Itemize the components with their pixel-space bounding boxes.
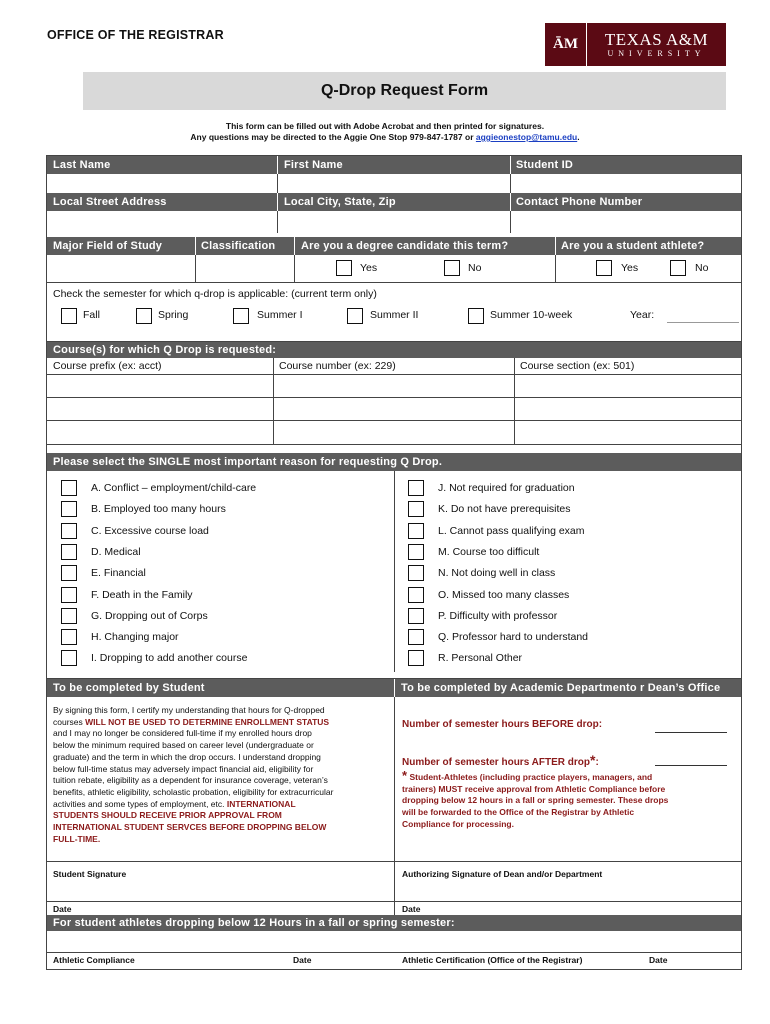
- header-divider: [555, 237, 556, 255]
- logo-university-word: UNIVERSITY: [607, 48, 706, 58]
- athlete-yes-label: Yes: [621, 262, 639, 274]
- name-header-row: [47, 156, 741, 174]
- row-divider: [47, 901, 741, 902]
- summer-ii-label: Summer II: [370, 309, 419, 321]
- reason-checkbox[interactable]: [61, 608, 77, 624]
- cert-line: below the minimum required based on career level (undergraduate or: [53, 740, 314, 751]
- reason-label: Q. Professor hard to understand: [438, 631, 588, 644]
- course-prefix-label: Course prefix (ex: acct): [53, 360, 162, 372]
- last-name-field[interactable]: [47, 174, 277, 193]
- reason-checkbox[interactable]: [408, 501, 424, 517]
- student-signature-field[interactable]: [47, 881, 394, 901]
- athletic-compliance-label: Athletic Compliance: [53, 955, 135, 965]
- atm-logo-mark: ĀM: [545, 23, 587, 66]
- row-divider: [47, 861, 741, 862]
- course-1-number-field[interactable]: [274, 375, 514, 397]
- athletic-compliance-signature-field[interactable]: [47, 932, 287, 952]
- reason-label: M. Course too difficult: [438, 545, 540, 558]
- major-field[interactable]: [47, 255, 195, 281]
- athlete-note-line: [402, 770, 738, 784]
- athlete-note-line: Compliance for processing.: [402, 818, 514, 829]
- cert-text: courses: [53, 716, 86, 727]
- student-signature-label: Student Signature: [53, 869, 127, 879]
- cert-line: graduate) and the term in which the drop occurs. I understand dropping: [53, 751, 321, 762]
- reason-checkbox[interactable]: [61, 523, 77, 539]
- reason-checkbox[interactable]: [408, 480, 424, 496]
- degree-candidate-no-checkbox[interactable]: [444, 260, 460, 276]
- spring-label: Spring: [158, 309, 189, 321]
- reason-checkbox[interactable]: [408, 650, 424, 666]
- reason-label: F. Death in the Family: [91, 588, 193, 601]
- course-1-section-field[interactable]: [515, 375, 741, 397]
- dean-date-label: Date: [402, 904, 421, 914]
- athlete-no-checkbox[interactable]: [670, 260, 686, 276]
- course-3-section-field[interactable]: [515, 421, 741, 444]
- reason-checkbox[interactable]: [408, 565, 424, 581]
- cert-line: and I may no longer be considered full-time if my enrolled hours drop: [53, 728, 312, 739]
- international-warning: STUDENTS SHOULD RECEIVE PRIOR APPROVAL FROM: [53, 810, 282, 821]
- reason-label: B. Employed too many hours: [91, 503, 226, 516]
- header-divider: [277, 156, 278, 174]
- reason-label: O. Missed too many classes: [438, 588, 570, 601]
- reason-label: H. Changing major: [91, 631, 179, 644]
- semester-prompt: Check the semester for which q-drop is applicable: (current term only): [53, 288, 377, 300]
- reason-label: A. Conflict – employment/child-care: [91, 482, 257, 494]
- reason-label: R. Personal Other: [438, 652, 523, 665]
- header-divider: [294, 237, 295, 255]
- hours-after-text: Number of semester hours AFTER drop: [402, 757, 590, 768]
- street-label: Local Street Address: [53, 196, 167, 208]
- course-2-prefix-field[interactable]: [47, 398, 273, 420]
- row-divider: [47, 952, 741, 953]
- first-name-label: First Name: [284, 159, 343, 171]
- certification-date-field[interactable]: [644, 932, 741, 952]
- hours-before-label: Number of semester hours BEFORE drop:: [402, 719, 603, 730]
- reason-checkbox[interactable]: [61, 501, 77, 517]
- note-text: Student-Athletes (including practice players, managers, and: [409, 772, 653, 782]
- reason-checkbox[interactable]: [408, 629, 424, 645]
- reason-label: E. Financial: [91, 567, 146, 580]
- header-divider: [510, 156, 511, 174]
- field-divider: [277, 174, 278, 193]
- compliance-date-label: Date: [293, 955, 312, 965]
- reason-checkbox[interactable]: [408, 523, 424, 539]
- phone-field[interactable]: [511, 211, 741, 233]
- course-2-section-field[interactable]: [515, 398, 741, 420]
- office-title: OFFICE OF THE REGISTRAR: [47, 28, 224, 42]
- reason-checkbox[interactable]: [61, 629, 77, 645]
- tamu-logo: [545, 23, 726, 66]
- phone-label: Contact Phone Number: [516, 196, 643, 208]
- logo-university-name: TEXAS A&M: [604, 29, 709, 49]
- field-divider: [555, 255, 556, 282]
- course-section-label: Course section (ex: 501): [520, 360, 635, 372]
- dept-section-header: To be completed by Academic Departmento r Dean’s Office: [395, 679, 741, 697]
- reason-label: C. Excessive course load: [91, 524, 209, 537]
- fall-checkbox[interactable]: [61, 308, 77, 324]
- header-divider: [277, 193, 278, 211]
- athlete-note: [402, 770, 738, 831]
- student-certification-text: [53, 705, 391, 845]
- summer-i-checkbox[interactable]: [233, 308, 249, 324]
- form-title: Q-Drop Request Form: [83, 72, 726, 110]
- reason-label: I. Dropping to add another course: [91, 652, 248, 665]
- classification-field[interactable]: [196, 255, 294, 281]
- fall-label: Fall: [83, 309, 100, 321]
- field-divider: [195, 255, 196, 282]
- classification-label: Classification: [201, 240, 276, 252]
- student-section-header: To be completed by Student: [47, 679, 394, 697]
- intro-line-1: This form can be filled out with Adobe Acrobat and then printed for signatures.: [225, 121, 545, 131]
- enrollment-status-warning: WILL NOT BE USED TO DETERMINE ENROLLMENT STATUS: [85, 716, 330, 727]
- international-warning: INTERNATIONAL STUDENT SERVCES BEFORE DROPPING BELOW: [53, 822, 327, 833]
- q-drop-form: [46, 155, 742, 970]
- reason-checkbox[interactable]: [408, 544, 424, 560]
- reason-checkbox[interactable]: [408, 587, 424, 603]
- reason-checkbox[interactable]: [61, 587, 77, 603]
- cert-line: benefits, athletic eligibility, scholastic probation, eligibility for extracurricular: [53, 786, 334, 797]
- hours-after-label: [402, 752, 599, 768]
- intro-period: .: [577, 132, 580, 142]
- student-athlete-label: Are you a student athlete?: [561, 240, 705, 252]
- athlete-note-line: will be forwarded to the Office of the Registrar by Athletic: [402, 807, 635, 818]
- spring-checkbox[interactable]: [136, 308, 152, 324]
- row-divider: [47, 282, 741, 283]
- compliance-date-field[interactable]: [288, 932, 396, 952]
- student-date-label: Date: [53, 904, 72, 914]
- field-divider: [510, 174, 511, 193]
- field-divider: [294, 255, 295, 282]
- cert-text: activities and some types of employment, etc.: [53, 798, 227, 809]
- reason-label: N. Not doing well in class: [438, 567, 556, 580]
- city-field[interactable]: [278, 211, 510, 233]
- reason-checkbox[interactable]: [61, 650, 77, 666]
- reason-checkbox[interactable]: [61, 544, 77, 560]
- reason-checkbox[interactable]: [61, 565, 77, 581]
- aggie-one-stop-email-link[interactable]: aggieonestop@tamu.edu: [475, 132, 578, 142]
- last-name-label: Last Name: [53, 159, 111, 171]
- field-divider: [510, 211, 511, 233]
- course-2-number-field[interactable]: [274, 398, 514, 420]
- cert-line: below full-time status may adversely impact financial aid, eligibility for: [53, 763, 314, 774]
- asterisk: *: [590, 752, 596, 768]
- reason-label: K. Do not have prerequisites: [438, 503, 571, 516]
- reason-checkbox[interactable]: [61, 480, 77, 496]
- header-divider: [195, 237, 196, 255]
- cert-line: By signing this form, I certify my understanding that hours for Q-dropped: [53, 705, 325, 715]
- field-divider: [277, 211, 278, 233]
- course-row-divider: [47, 444, 741, 445]
- degree-candidate-yes-checkbox[interactable]: [336, 260, 352, 276]
- reasons-divider: [394, 471, 395, 672]
- dean-signature-field[interactable]: [395, 881, 741, 901]
- colon: :: [595, 757, 599, 768]
- athletes-header: For student athletes dropping below 12 Hours in a fall or spring semester:: [47, 915, 741, 931]
- intro-contact-text: Any questions may be directed to the Aggie One Stop 979-847-1787 or: [190, 132, 474, 142]
- course-3-prefix-field[interactable]: [47, 421, 273, 444]
- degree-candidate-yes-label: Yes: [360, 262, 378, 274]
- athlete-yes-checkbox[interactable]: [596, 260, 612, 276]
- city-label: Local City, State, Zip: [284, 196, 396, 208]
- courses-header: Course(s) for which Q Drop is requested:: [47, 342, 741, 358]
- asterisk: *: [402, 768, 408, 783]
- major-label: Major Field of Study: [53, 240, 163, 252]
- student-id-label: Student ID: [516, 159, 573, 171]
- athletic-certification-label: Athletic Certification (Office of the Registrar): [402, 955, 583, 965]
- reason-label: L. Cannot pass qualifying exam: [438, 524, 585, 537]
- first-name-field[interactable]: [278, 174, 510, 193]
- header-divider: [510, 193, 511, 211]
- cert-line: tuition rebate, eligibility as a dependent for insurance coverage, veteran’s: [53, 775, 328, 786]
- summer-10-week-label: Summer 10-week: [490, 309, 573, 321]
- intro-line-2: [0, 132, 770, 142]
- dean-signature-label: Authorizing Signature of Dean and/or Department: [402, 869, 603, 879]
- course-1-prefix-field[interactable]: [47, 375, 273, 397]
- cert-line: [53, 717, 391, 729]
- hours-before-input[interactable]: [655, 732, 727, 733]
- reason-label: J. Not required for graduation: [438, 482, 575, 494]
- year-label: Year:: [630, 309, 655, 321]
- address-header-row: [47, 193, 741, 211]
- summer-10-week-checkbox[interactable]: [468, 308, 484, 324]
- certification-signature-field[interactable]: [397, 932, 643, 952]
- reason-label: D. Medical: [91, 545, 141, 558]
- athlete-note-line: trainers) MUST receive approval from Athletic Compliance before: [402, 783, 666, 794]
- international-warning: FULL-TIME.: [53, 833, 101, 844]
- summer-i-label: Summer I: [257, 309, 303, 321]
- hours-after-input[interactable]: [655, 765, 727, 766]
- international-warning: INTERNATIONAL: [226, 798, 296, 809]
- athlete-no-label: No: [695, 262, 709, 274]
- reason-label: G. Dropping out of Corps: [91, 609, 208, 622]
- reasons-header: Please select the SINGLE most important reason for requesting Q Drop.: [47, 453, 741, 471]
- degree-candidate-label: Are you a degree candidate this term?: [301, 240, 509, 252]
- student-id-field[interactable]: [511, 174, 741, 193]
- study-header-row: [47, 237, 741, 255]
- summer-ii-checkbox[interactable]: [347, 308, 363, 324]
- athlete-note-line: dropping below 12 hours in a fall or spring semester. These drops: [402, 795, 669, 806]
- course-3-number-field[interactable]: [274, 421, 514, 444]
- cert-line: [53, 799, 391, 811]
- street-field[interactable]: [47, 211, 277, 233]
- certification-date-label: Date: [649, 955, 668, 965]
- degree-candidate-no-label: No: [468, 262, 482, 274]
- reason-checkbox[interactable]: [408, 608, 424, 624]
- year-input[interactable]: [667, 322, 739, 323]
- reason-label: P. Difficulty with professor: [438, 609, 558, 622]
- course-number-label: Course number (ex: 229): [279, 360, 396, 372]
